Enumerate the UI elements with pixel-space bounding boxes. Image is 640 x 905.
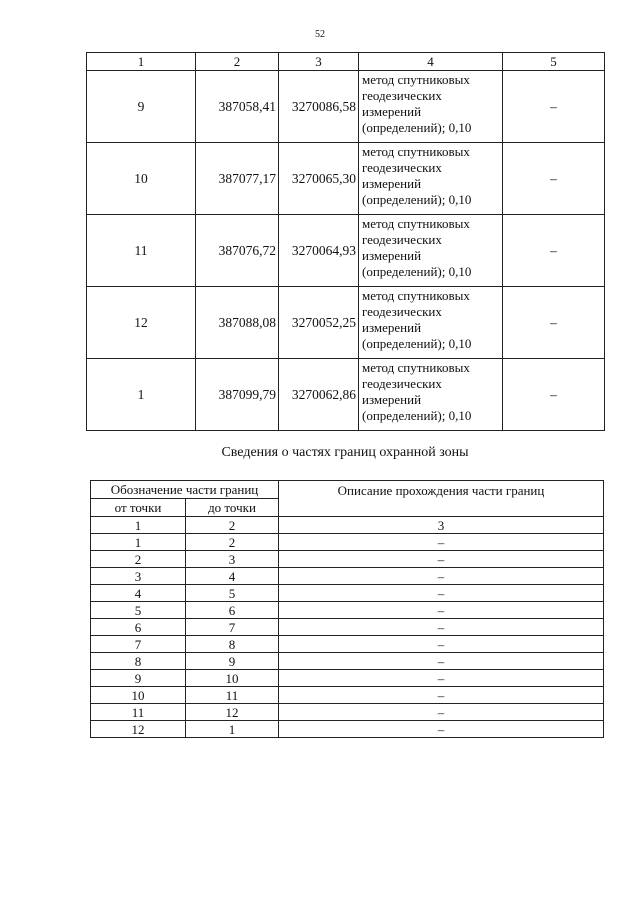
to-point: 7 xyxy=(186,619,279,636)
point-number: 12 xyxy=(87,287,196,359)
column-header: 5 xyxy=(503,53,605,71)
from-point-header: от точки xyxy=(91,499,186,517)
part-description: – xyxy=(279,568,604,585)
parts-row xyxy=(91,670,604,687)
method-line: метод спутниковых xyxy=(362,360,470,375)
parts-row xyxy=(91,653,604,670)
column-number: 3 xyxy=(279,517,604,534)
from-point: 8 xyxy=(91,653,186,670)
page-number: 52 xyxy=(315,29,325,40)
column-number: 1 xyxy=(91,517,186,534)
method-line: (определений); 0,10 xyxy=(362,408,472,423)
from-point: 5 xyxy=(91,602,186,619)
method-description xyxy=(359,143,503,215)
parts-group-header-row xyxy=(91,481,604,499)
note-value: – xyxy=(503,359,605,431)
coordinate-x: 387058,41 xyxy=(196,71,279,143)
coordinate-x: 387077,17 xyxy=(196,143,279,215)
point-number: 11 xyxy=(87,215,196,287)
method-line: измерений xyxy=(362,104,422,119)
method-line: (определений); 0,10 xyxy=(362,120,472,135)
from-point: 3 xyxy=(91,568,186,585)
point-number: 10 xyxy=(87,143,196,215)
coordinates-row xyxy=(87,71,605,143)
coordinate-y: 3270052,25 xyxy=(279,287,359,359)
to-point: 5 xyxy=(186,585,279,602)
coordinate-y: 3270062,86 xyxy=(279,359,359,431)
method-line: геодезических xyxy=(362,232,442,247)
method-line: метод спутниковых xyxy=(362,216,470,231)
to-point: 12 xyxy=(186,704,279,721)
parts-row xyxy=(91,551,604,568)
parts-row xyxy=(91,704,604,721)
column-header: 2 xyxy=(196,53,279,71)
part-description: – xyxy=(279,704,604,721)
boundary-parts-table xyxy=(90,480,604,738)
parts-row xyxy=(91,687,604,704)
coordinates-header-row xyxy=(87,53,605,71)
method-line: измерений xyxy=(362,392,422,407)
coordinates-row xyxy=(87,215,605,287)
method-line: (определений); 0,10 xyxy=(362,336,472,351)
from-point: 1 xyxy=(91,534,186,551)
method-line: геодезических xyxy=(362,160,442,175)
part-description: – xyxy=(279,721,604,738)
part-description: – xyxy=(279,687,604,704)
method-line: геодезических xyxy=(362,88,442,103)
part-description: – xyxy=(279,653,604,670)
coordinates-row xyxy=(87,359,605,431)
column-number: 2 xyxy=(186,517,279,534)
coordinate-y: 3270065,30 xyxy=(279,143,359,215)
method-line: геодезических xyxy=(362,304,442,319)
from-point: 2 xyxy=(91,551,186,568)
parts-row xyxy=(91,602,604,619)
part-description: – xyxy=(279,602,604,619)
to-point: 10 xyxy=(186,670,279,687)
method-description xyxy=(359,71,503,143)
parts-row xyxy=(91,619,604,636)
group-header: Обозначение части границ xyxy=(91,481,279,499)
coordinate-y: 3270086,58 xyxy=(279,71,359,143)
method-description xyxy=(359,359,503,431)
note-value: – xyxy=(503,143,605,215)
coordinate-y: 3270064,93 xyxy=(279,215,359,287)
note-value: – xyxy=(503,215,605,287)
column-header: 1 xyxy=(87,53,196,71)
method-line: метод спутниковых xyxy=(362,144,470,159)
to-point: 3 xyxy=(186,551,279,568)
part-description: – xyxy=(279,585,604,602)
point-number: 9 xyxy=(87,71,196,143)
method-line: измерений xyxy=(362,176,422,191)
part-description: – xyxy=(279,670,604,687)
method-line: геодезических xyxy=(362,376,442,391)
to-point-header: до точки xyxy=(186,499,279,517)
to-point: 2 xyxy=(186,534,279,551)
part-description: – xyxy=(279,534,604,551)
coordinate-x: 387099,79 xyxy=(196,359,279,431)
coordinate-x: 387088,08 xyxy=(196,287,279,359)
method-line: метод спутниковых xyxy=(362,72,470,87)
from-point: 11 xyxy=(91,704,186,721)
parts-row xyxy=(91,585,604,602)
column-header: 3 xyxy=(279,53,359,71)
coordinate-x: 387076,72 xyxy=(196,215,279,287)
point-number: 1 xyxy=(87,359,196,431)
column-header: 4 xyxy=(359,53,503,71)
from-point: 9 xyxy=(91,670,186,687)
coordinates-table xyxy=(86,52,605,431)
to-point: 4 xyxy=(186,568,279,585)
from-point: 6 xyxy=(91,619,186,636)
parts-row xyxy=(91,721,604,738)
to-point: 11 xyxy=(186,687,279,704)
to-point: 8 xyxy=(186,636,279,653)
method-line: (определений); 0,10 xyxy=(362,264,472,279)
method-line: (определений); 0,10 xyxy=(362,192,472,207)
note-value: – xyxy=(503,287,605,359)
from-point: 4 xyxy=(91,585,186,602)
description-header: Описание прохождения части границ xyxy=(279,481,604,517)
to-point: 1 xyxy=(186,721,279,738)
part-description: – xyxy=(279,636,604,653)
method-description xyxy=(359,215,503,287)
to-point: 9 xyxy=(186,653,279,670)
parts-row xyxy=(91,568,604,585)
coordinates-row xyxy=(87,287,605,359)
parts-row xyxy=(91,534,604,551)
from-point: 7 xyxy=(91,636,186,653)
from-point: 12 xyxy=(91,721,186,738)
coordinates-row xyxy=(87,143,605,215)
method-line: измерений xyxy=(362,248,422,263)
parts-row xyxy=(91,636,604,653)
parts-number-row xyxy=(91,517,604,534)
to-point: 6 xyxy=(186,602,279,619)
from-point: 10 xyxy=(91,687,186,704)
note-value: – xyxy=(503,71,605,143)
method-line: измерений xyxy=(362,320,422,335)
method-description xyxy=(359,287,503,359)
method-line: метод спутниковых xyxy=(362,288,470,303)
part-description: – xyxy=(279,551,604,568)
part-description: – xyxy=(279,619,604,636)
section-title: Сведения о частях границ охранной зоны xyxy=(221,445,469,460)
